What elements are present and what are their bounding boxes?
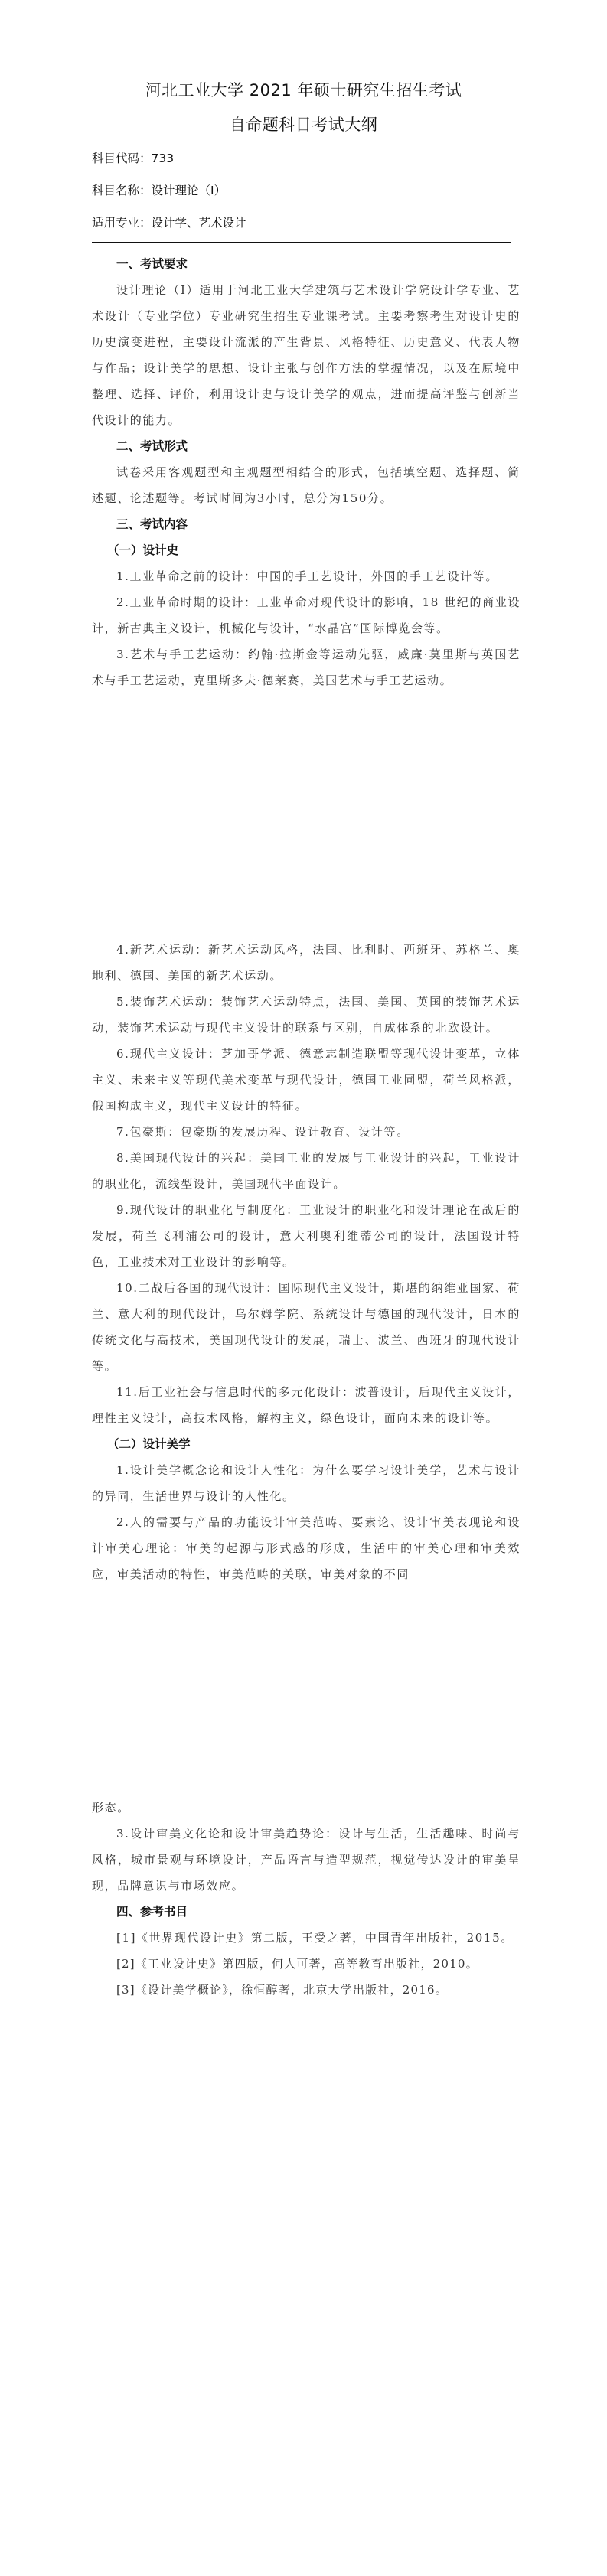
list-item: 9.现代设计的职业化与制度化：工业设计的职业化和设计理论在战后的发展，荷兰飞利浦公司的设计，意大利奥利维蒂公司的设计，法国设计特色，工业技术对工业设计的影响等。: [92, 1203, 521, 1269]
list-item: 3.艺术与手工艺运动：约翰·拉斯金等运动先驱，威廉·莫里斯与英国艺术与手工艺运动，克里斯多夫·德莱赛，美国艺术与手工艺运动。: [92, 647, 521, 687]
subject-code: 科目代码：733: [92, 152, 175, 165]
document-title-line2: 自命题科目考试大纲: [229, 116, 378, 134]
subsection-heading-design-aesthetics: （二）设计美学: [107, 1437, 191, 1451]
subsection-heading-design-history: （一）设计史: [107, 543, 179, 557]
list-item: 1.工业革命之前的设计：中国的手工艺设计，外国的手工艺设计等。: [116, 569, 498, 583]
section-body-format: 试卷采用客观题型和主观题型相结合的形式，包括填空题、选择题、简述题、论述题等。考试时间为3小时，总分为150分。: [92, 465, 521, 505]
list-item: 11.后工业社会与信息时代的多元化设计：波普设计，后现代主义设计，理性主义设计，高技术风格，解构主义，绿色设计，面向未来的设计等。: [92, 1385, 521, 1425]
list-item: 4.新艺术运动：新艺术运动风格，法国、比利时、西班牙、苏格兰、奥地利、德国、美国的新艺术运动。: [92, 943, 521, 983]
section-heading-requirements: 一、考试要求: [116, 257, 188, 271]
reference-item: [1]《世界现代设计史》第二版，王受之著，中国青年出版社，2015。: [116, 1931, 514, 1945]
document-title-line1: 河北工业大学 2021 年硕士研究生招生考试: [145, 81, 462, 99]
list-item-continuation: 形态。: [92, 1801, 130, 1815]
section-heading-references: 四、参考书目: [116, 1905, 188, 1919]
page3-content: [92, 1795, 521, 2003]
list-item: 5.装饰艺术运动：装饰艺术运动特点，法国、美国、英国的装饰艺术运动，装饰艺术运动与现代主义设计的联系与区别，自成体系的北欧设计。: [92, 995, 521, 1035]
page1-content: [92, 251, 521, 693]
list-item: 6.现代主义设计：芝加哥学派、德意志制造联盟等现代设计变革，立体主义、未来主义等现代美术变革与现代设计，德国工业同盟，荷兰风格派，俄国构成主义，现代主义设计的特征。: [92, 1047, 521, 1113]
list-item: 10.二战后各国的现代设计：国际现代主义设计，斯堪的纳维亚国家、荷兰、意大利的现代设计，乌尔姆学院、系统设计与德国的现代设计，日本的传统文化与高技术，美国现代设计的发展，瑞士、波兰、西班牙的现代设计等。: [92, 1281, 521, 1373]
applicable-majors: 适用专业：设计学、艺术设计: [92, 216, 246, 230]
list-item: 1.设计美学概念论和设计人性化：为什么要学习设计美学，艺术与设计的异同，生活世界与设计的人性化。: [92, 1463, 521, 1503]
list-item: 2.工业革命时期的设计：工业革命对现代设计的影响，18 世纪的商业设计，新古典主义设计，机械化与设计，“水晶宫”国际博览会等。: [92, 595, 521, 635]
list-item: 7.包豪斯：包豪斯的发展历程、设计教育、设计等。: [116, 1125, 410, 1139]
section-body-requirements: 设计理论（Ⅰ）适用于河北工业大学建筑与艺术设计学院设计学专业、艺术设计（专业学位）专业研究生招生专业课考试。主要考察考生对设计史的历史演变进程，主要设计流派的产生背景、风格特征、历史意义、代表人物与作品；设计美学的思想、设计主张与创作方法的掌握情况，以及在原境中整理、选择、评价，利用设计史与设计美学的观点，进而提高评鉴与创新当代设计的能力。: [92, 283, 521, 427]
subject-name: 科目名称：设计理论（Ⅰ）: [92, 184, 227, 197]
reference-item: [3]《设计美学概论》，徐恒醇著，北京大学出版社，2016。: [116, 1983, 448, 1997]
section-heading-format: 二、考试形式: [116, 439, 188, 453]
list-item: 2.人的需要与产品的功能设计审美范畴、要素论、设计审美表现论和设计审美心理论：审美的起源与形式感的形成，生活中的审美心理和审美效应，审美活动的特性，审美范畴的关联，审美对象的不同: [92, 1515, 521, 1581]
list-item: 8.美国现代设计的兴起：美国工业的发展与工业设计的兴起，工业设计的职业化，流线型设计，美国现代平面设计。: [92, 1151, 521, 1191]
horizontal-divider: [92, 242, 511, 243]
section-heading-content: 三、考试内容: [116, 517, 188, 531]
page2-content: [92, 937, 521, 1587]
reference-item: [2]《工业设计史》第四版，何人可著，高等教育出版社，2010。: [116, 1957, 478, 1971]
list-item: 3.设计审美文化论和设计审美趋势论：设计与生活，生活趣味、时尚与风格，城市景观与环境设计，产品语言与造型规范，视觉传达设计的审美呈现，品牌意识与市场效应。: [92, 1827, 521, 1893]
